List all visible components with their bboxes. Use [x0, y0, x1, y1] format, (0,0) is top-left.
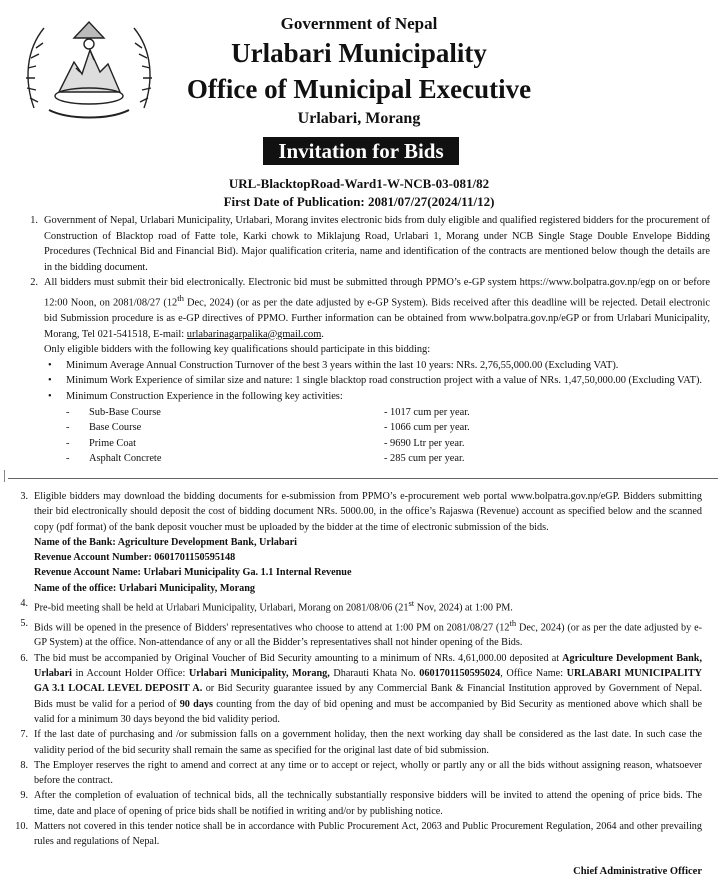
clause-text: Government of Nepal, Urlabari Municipality, Urlabari, Morang invites electronic bids from duly eligible and qualified registered bidders for the procurement of Construction of Blacktop road of Fatte tole, Karki chowk to Miklajung Road, Urlabari 1, Morang under NCB Single Stage Double Envelope Bidding Procedures (Technical Bid and Financial Bid). Major qualification criteria, name and identification of the contracts are mentioned below though the details are in the bidding document. [44, 215, 710, 273]
notice-top-section [20, 213, 710, 467]
office-name: Name of the office: Urlabari Municipality, Morang [34, 582, 255, 594]
clause-3 [10, 489, 702, 596]
clause-5 [10, 616, 702, 651]
qualification-turnover: • Minimum Average Annual Construction Turnover of the best 3 years within the last 10 years: NRs. 2,76,55,000.00 (Excluding VAT). [44, 358, 710, 374]
section-divider [8, 478, 718, 479]
clause-4 [10, 596, 702, 616]
activity-row: - Base Course - 1066 cum per year. [66, 422, 470, 434]
location-subtitle: Urlabari, Morang [297, 110, 421, 127]
activity-list [44, 405, 710, 467]
invitation-banner: Invitation for Bids [263, 137, 459, 165]
clause-number: 5. [20, 617, 28, 629]
clause-number: 1. [30, 215, 38, 226]
clause-number: 4. [20, 598, 28, 610]
clause-text: After the completion of evaluation of technical bids, all the technically substantially responsive bidders will be invited to attend the opening of price bids. The time, date and place of opening of price bids shall be notified in writing and/or by publishing notice. [34, 790, 702, 817]
eligibility-intro: Only eligible bidders with the following key qualifications should participate in this bidding: [44, 344, 431, 356]
clause-text: Eligible bidders may download the bidding documents for e-submission from PPMO’s e-procurement web portal www.bolpatra.gov.np/eGP. Bidders submitting their bid electronically should deposit the cost of bidding document NRs. 5000.00, in the office’s Rajaswa (Revenue) account as specified below and the scanned copy (pdf format) of the bank deposit voucher must be uploaded by the bidder at the time of electronic submission of the bids. [34, 491, 702, 533]
clause-text: Matters not covered in this tender notice shall be in accordance with Public Procurement Act, 2063 and Public Procurement Regulation, 2064 and other prevailing rules and regulations of Nepal. [34, 821, 702, 848]
revenue-account-name: Revenue Account Name: Urlabari Municipality Ga. 1.1 Internal Revenue [34, 567, 352, 579]
clause-number: 3. [20, 491, 28, 502]
activity-row: - Asphalt Concrete - 285 cum per year. [66, 453, 465, 465]
clause-text: If the last date of purchasing and /or submission falls on a government holiday, then the next working day shall be considered as the last date. In such case the validity period of the bid security shall remain the same as specified for the original last date of bid submission. [34, 729, 702, 756]
email-link[interactable]: urlabarinagarpalika@gmail.com [186, 328, 322, 340]
page-edge-divider [4, 470, 13, 482]
clause-9 [10, 788, 702, 819]
clause-number: 7. [20, 729, 28, 741]
clause-text: Pre-bid meeting shall be held at Urlabari Municipality, Urlabari, Morang on 2081/08/06 (21st Nov, 2024) at 1:00 PM. [34, 598, 513, 614]
revenue-account-number: Revenue Account Number: 0601701150595148 [34, 552, 236, 564]
clause-number: 2. [30, 277, 38, 289]
clause-number: 6. [20, 652, 28, 664]
clause-8 [10, 758, 702, 789]
government-title: Government of Nepal [280, 14, 438, 33]
clause-1 [20, 213, 710, 275]
office-title: Office of Municipal Executive [186, 74, 532, 104]
clause-text: The Employer reserves the right to amend and correct at any time or to accept or reject, wholly or partly any or all the bids without assigning reason, whatsoever before the contract. [34, 759, 702, 787]
clause-7 [10, 727, 702, 758]
bank-name: Name of the Bank: Agriculture Development Bank, Urlabari [34, 536, 297, 548]
clause-number: 10. [15, 821, 28, 833]
municipality-title: Urlabari Municipality [231, 38, 487, 68]
clause-6 [10, 651, 702, 727]
reference-number: URL-BlacktopRoad-Ward1-W-NCB-03-081/82 [228, 176, 490, 191]
clause-10 [10, 819, 702, 850]
qualification-activities: • Minimum Construction Experience in the following key activities: [44, 389, 710, 405]
clause-number: 8. [20, 759, 28, 771]
clause-2 [20, 275, 710, 467]
clause-number: 9. [20, 790, 28, 802]
clause-text: Bids will be opened in the presence of Bidders' representatives who choose to attend at 1:00 PM on 2081/08/27 (12th Dec, 2024) (or as per the date adjusted by e-GP System) at the office. Non-attendance of any or all the Bidder’s representatives shall not hinder opening of the Bids. [34, 617, 702, 649]
notice-bottom-section [10, 489, 702, 850]
clause-text: All bidders must submit their bid electronically. Electronic bid must be submitted through PPMO’s e-GP system https://www.bolpatra.gov.np/egp on or before 12:00 Noon, on 2081/08/27 (12th Dec, 2024) (or as per the date adjusted by e-GP System). Bids received after this deadline will be rejected. Detail electronic bid Submission procedure is as e-GP directives of PPMO. Further information can be obtained from www.bolpatra.gov.np/eGP or from Urlabari Municipality, Morang, Tel 021-541518, E-mail: urlabarinagarpalika@gmail.com. [44, 277, 711, 340]
signature-title: Chief Administrative Officer [573, 866, 702, 877]
clause-text: The bid must be accompanied by Original Voucher of Bid Security amounting to a minimum of NRs. 4,61,000.00 deposited at Agriculture Development Bank, Urlabari in Account Holder Office: Urlabari Municipality, Morang, Dharauti Khata No. 0601701150595024, Office Name: URLABARI MUNICIPALITY GA 3.1 LOCAL LEVEL DEPOSIT A. or Bid Security guarantee issued by any Commercial Bank & Financial Institution approved by Government of Nepal. Bids must be valid for a period of 90 days counting from the day of bid opening and must be accompanied by Bid Security as mentioned above which shall be valid for a minimum 30 days beyond the bid validity period. [34, 652, 703, 725]
qualification-experience: • Minimum Work Experience of similar size and nature: 1 single blacktop road construction project with a value of NRs. 1,47,50,000.00 (Excluding VAT). [44, 373, 710, 389]
activity-row: - Prime Coat - 9690 Ltr per year. [66, 437, 465, 449]
activity-row: - Sub-Base Course - 1017 cum per year. [66, 406, 470, 418]
publication-date: First Date of Publication: 2081/07/27(2024/11/12) [223, 194, 495, 209]
